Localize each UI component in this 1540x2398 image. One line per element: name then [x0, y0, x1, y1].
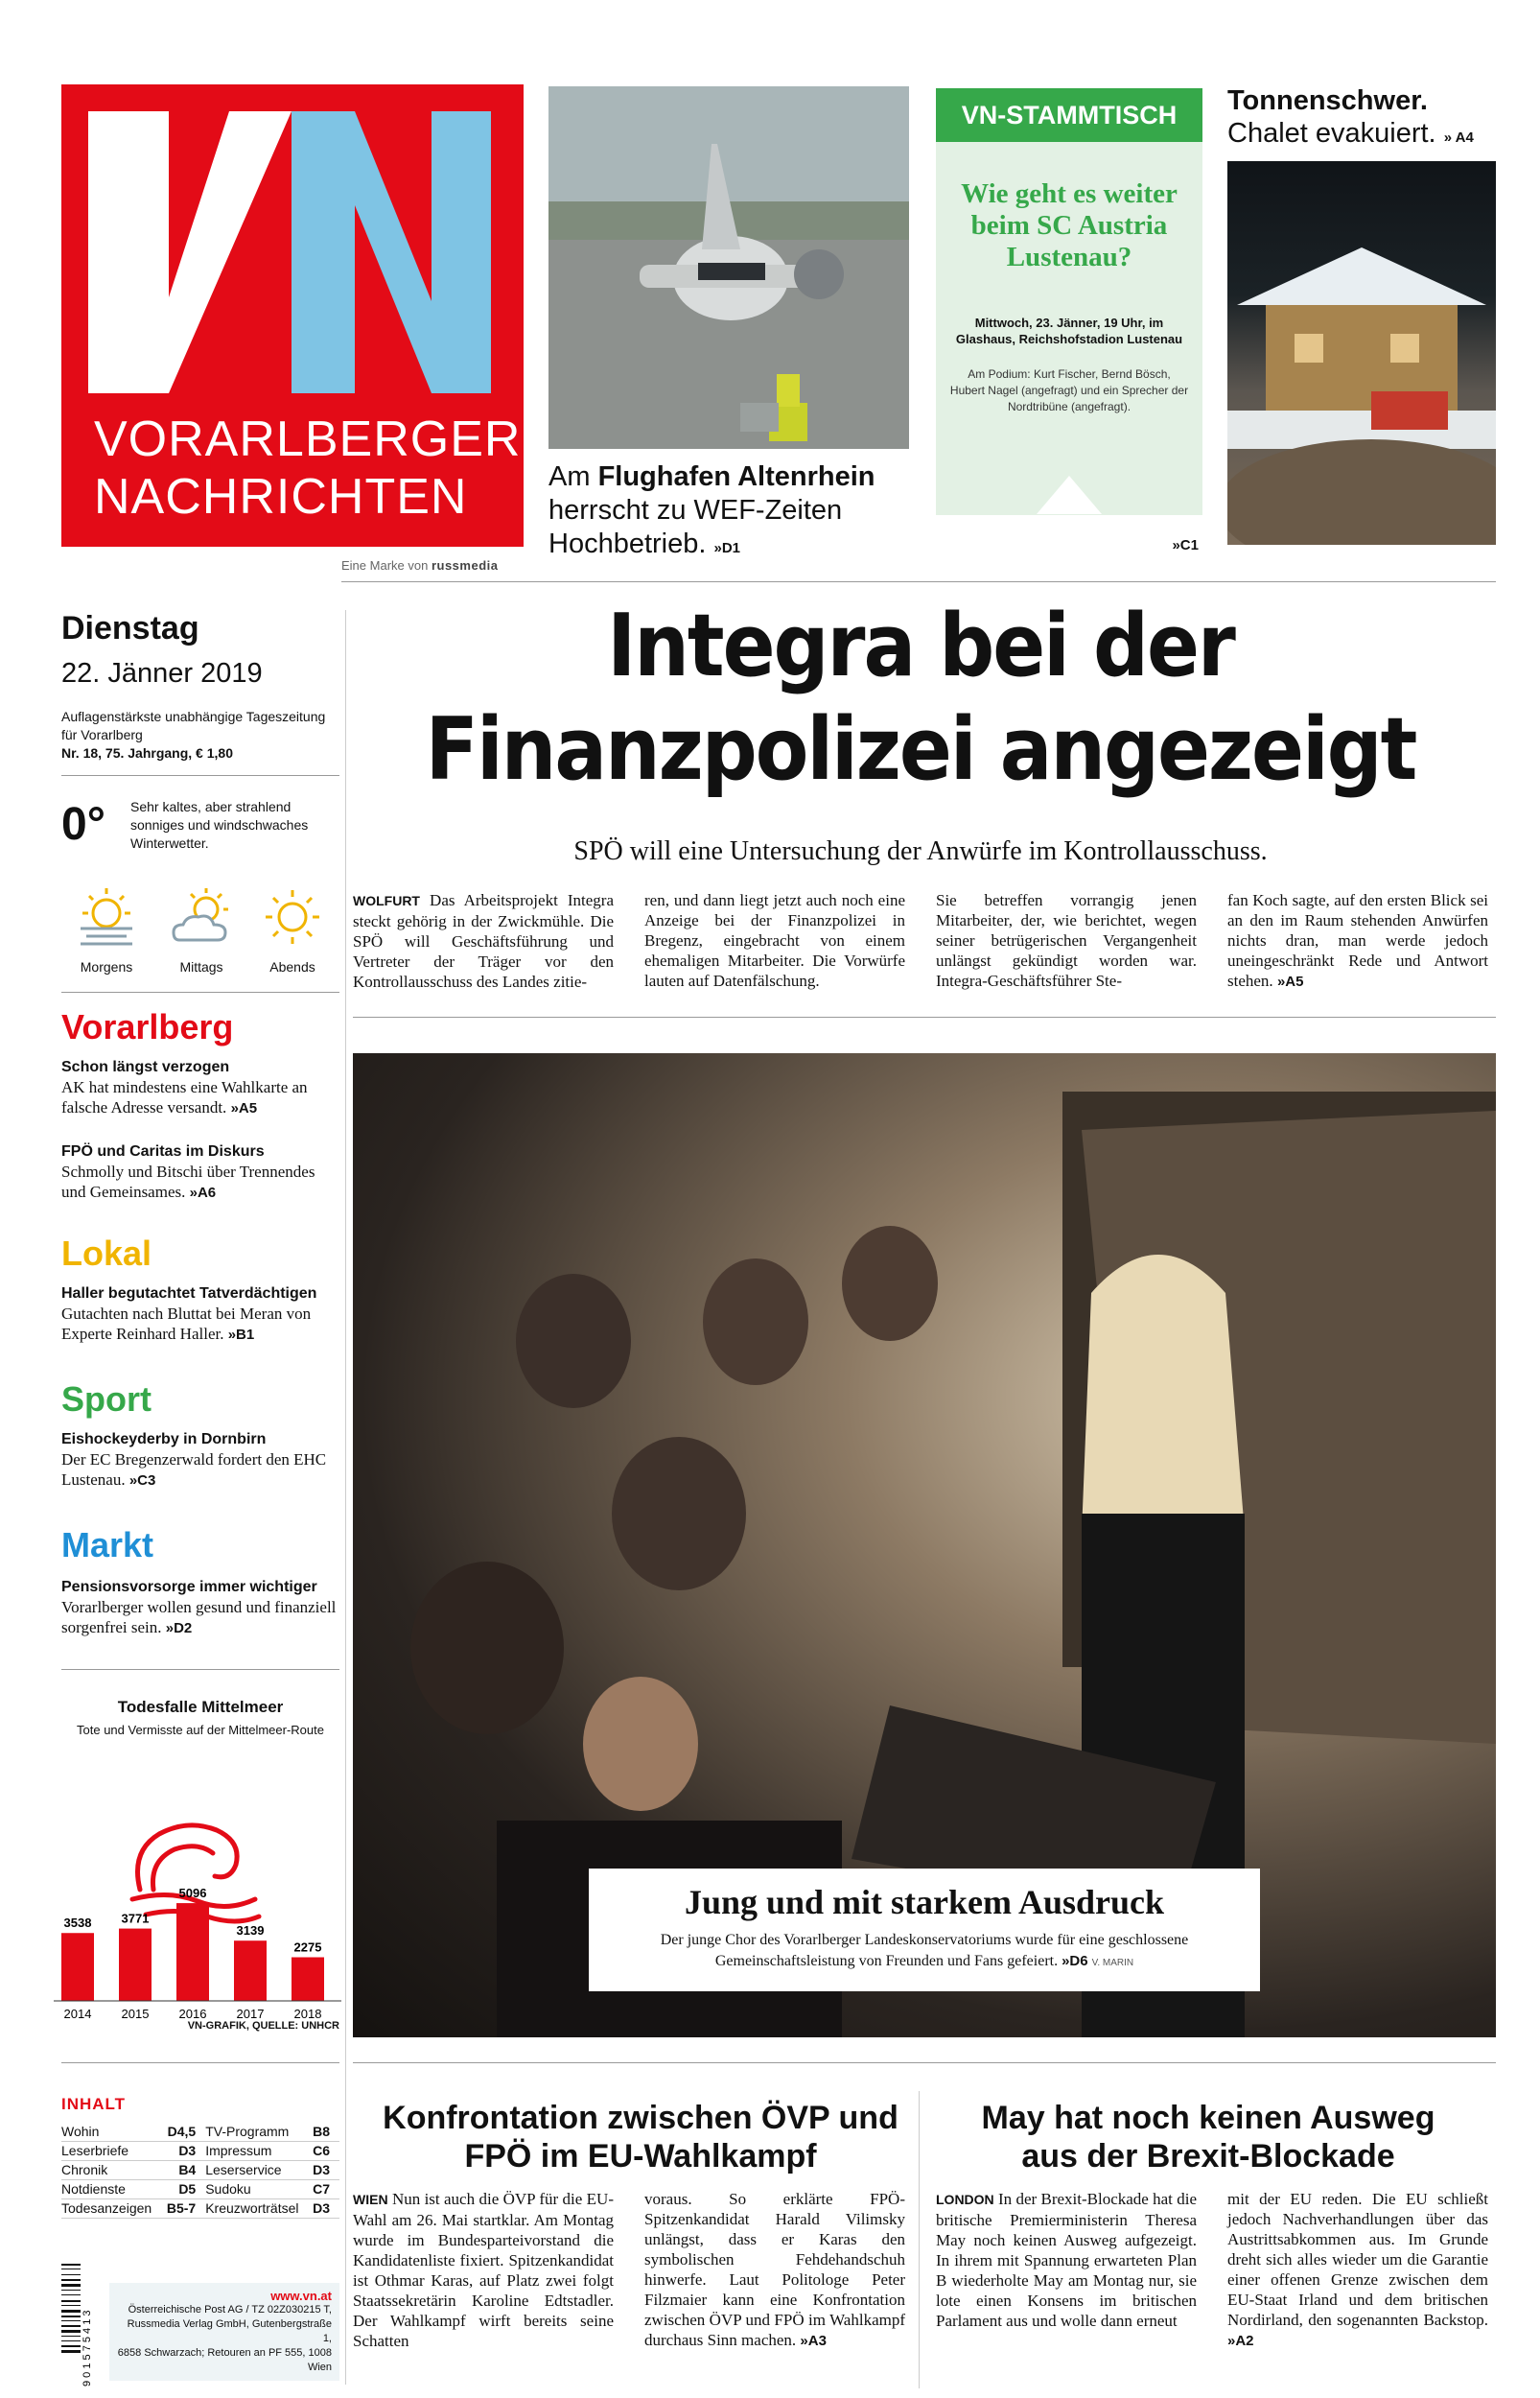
stammtisch-question: Wie geht es weiter beim SC Austria Lustenau?	[961, 178, 1178, 272]
contents-row	[61, 2179, 339, 2198]
choir-caption-ref[interactable]: »D6	[1062, 1953, 1088, 1969]
issue-date: 22. Jänner 2019	[61, 658, 263, 689]
section-sport-item-1[interactable]	[61, 1429, 339, 1491]
logo-line-2: NACHRICHTEN	[94, 469, 468, 525]
contents-page: B4	[162, 2160, 205, 2179]
barcode-stripe	[61, 2310, 81, 2313]
section-lokal-item-1[interactable]	[61, 1283, 339, 1345]
bar-value-label: 5096	[178, 1886, 207, 1901]
publisher-imprint	[109, 2283, 339, 2381]
barcode-stripe	[61, 2290, 81, 2291]
story-oevp-column-2	[644, 2189, 905, 2351]
photo-rule	[353, 2062, 1496, 2063]
item-head: Schon längst verzogen	[61, 1059, 230, 1075]
logo-wordmark	[94, 411, 521, 526]
story-brexit-headline-line-2: aus der Brexit-Blockade	[1021, 2138, 1395, 2175]
barcode-stripe	[61, 2320, 81, 2321]
item-ref[interactable]: »A6	[189, 1185, 217, 1201]
forecast-morning	[54, 884, 159, 975]
bar-value-label: 3538	[63, 1916, 92, 1931]
year-label: 2018	[293, 2007, 322, 2021]
barcode-stripe	[61, 2325, 81, 2327]
lead-column-text: Sie betreffen vorrangig jenen Mitarbeiter, der, wie berichtet, wegen seiner betrügerischen Vergangenheit unlängst gekündigt worden war. Integra-Geschäftsführer Ste-	[936, 891, 1197, 990]
item-ref[interactable]: »C3	[128, 1472, 156, 1489]
lead-column-text: Das Arbeitsprojekt Integra steckt gehörig in der Zwickmühle. Die SPÖ will Geschäftsführung und Vertreter der Träger vor den Kontrollausschuss des Landes zitie-	[353, 891, 614, 991]
lead-subhead: SPÖ will eine Untersuchung der Anwürfe im Kontrollausschuss.	[573, 836, 1268, 866]
sidebar-divider	[345, 610, 346, 2385]
barcode-stripe	[61, 2294, 81, 2295]
brand-prefix: Eine Marke von	[341, 558, 429, 573]
choir-caption	[589, 1869, 1260, 1991]
airport-teaser-pre: Am	[548, 461, 591, 492]
contents-page: B8	[310, 2122, 339, 2141]
contents-label[interactable]: Notdienste	[61, 2179, 162, 2198]
lead-headline[interactable]	[345, 595, 1496, 802]
issue-number: Nr. 18, 75. Jahrgang, € 1,80	[61, 745, 233, 761]
story-brexit-column-1	[936, 2189, 1197, 2331]
story-column-text: In der Brexit-Blockade hat die britische Premierministerin Theresa May noch keinen Ausweg aufgezeigt. In ihrem mit Spannung erwarteten Plan B wiederholte May am Montag nur, sie lote einen Konsens im britischen Parlament aus und wolle dann erneut	[936, 2190, 1197, 2330]
barcode-stripe	[61, 2279, 81, 2281]
barcode-stripe	[61, 2316, 81, 2317]
barcode-stripe	[61, 2284, 81, 2287]
item-head: Haller begutachtet Tatverdächtigen	[61, 1285, 317, 1302]
contents-table	[61, 2122, 339, 2219]
contents-label[interactable]: Todesanzeigen	[61, 2198, 162, 2218]
contents-label[interactable]: Kreuzworträtsel	[205, 2198, 310, 2218]
section-markt-item-1[interactable]	[61, 1577, 339, 1638]
imprint-text: Auflagenstärkste unabhängige Tageszeitung für Vorarlberg	[61, 709, 326, 742]
contents-page: C7	[310, 2179, 339, 2198]
story-brexit-headline[interactable]	[921, 2099, 1496, 2175]
story-oevp-dateline: WIEN	[353, 2192, 388, 2207]
mediterranean-deaths-chart	[54, 1746, 341, 2034]
story-brexit-ref[interactable]: »A2	[1227, 2333, 1254, 2349]
sidebar-rule-2	[61, 992, 339, 993]
barcode-icon	[61, 2262, 96, 2388]
forecast-evening	[240, 884, 345, 975]
lead-column-4	[1227, 890, 1488, 992]
stammtisch-label: VN-STAMMTISCH	[936, 88, 1202, 142]
sun-icon	[259, 884, 326, 952]
airport-photo[interactable]	[548, 86, 909, 449]
contents-row	[61, 2141, 339, 2160]
snow-chalet-image	[1227, 161, 1496, 545]
weather-text: Sehr kaltes, aber strahlend sonniges und windschwaches Winterwetter.	[130, 799, 309, 851]
year-label: 2014	[63, 2007, 92, 2021]
airport-teaser-bold: Flughafen Altenrhein	[597, 461, 875, 492]
contents-page: D4,5	[162, 2122, 205, 2141]
lead-headline-line-1: Integra bei der	[607, 596, 1234, 696]
contents-label[interactable]: Chronik	[61, 2160, 162, 2179]
header-rule	[341, 581, 1496, 582]
barcode-stripe	[61, 2350, 81, 2353]
barcode-stripe	[61, 2336, 81, 2337]
lead-rule	[353, 1017, 1496, 1018]
story-oevp-column-1	[353, 2189, 614, 2351]
brand-line	[341, 558, 499, 573]
story-column-text: mit der EU reden. Die EU schließt jedoch Nachverhandlungen über das Austrittsabkommen aus. Im Grunde dreht sich alles wieder um die Garantie einer offenen Grenze zwischen dem EU-Staat Irland und dem britischen Nordirland, den sogenannten Backstop.	[1227, 2190, 1488, 2329]
story-oevp-ref[interactable]: »A3	[800, 2333, 827, 2349]
item-head: Pensionsvorsorge immer wichtiger	[61, 1579, 317, 1595]
sidebar-rule-1	[61, 775, 339, 776]
section-lokal-title[interactable]: Lokal	[61, 1234, 152, 1273]
barcode-stripe	[61, 2345, 81, 2347]
barcode-stripe	[61, 2340, 81, 2341]
contents-page: C6	[310, 2141, 339, 2160]
barcode-number: 9 0 1 5 7 5 4 1 3	[82, 2310, 93, 2386]
item-text: Vorarlberger wollen gesund und finanziell sorgenfrei sein.	[61, 1598, 337, 1636]
item-text: AK hat mindestens eine Wahlkarte an falsche Adresse versandt.	[61, 1078, 308, 1117]
chart-title: Todesfalle Mittelmeer	[117, 1698, 284, 1716]
photo-credit: V. MARIN	[1091, 1958, 1134, 1968]
story-column-text: Nun ist auch die ÖVP für die EU-Wahl am 26. Mai startklar. Am Montag wurde im Bundesparteivorstand die Kandidatenliste fixiert. Spitzenkandidat ist Othmar Karas, auf Platz zwei folgt Staatssekretärin Karoline Edtstadler. Der Wahlkampf wirft bereits seine Schatten	[353, 2190, 614, 2350]
item-ref[interactable]: »B1	[227, 1327, 255, 1343]
contents-page: D3	[162, 2141, 205, 2160]
forecast-label-morning: Morgens	[80, 959, 133, 975]
contents-page: D3	[310, 2160, 339, 2179]
sidebar-rule-3	[61, 1669, 339, 1670]
bar-2018	[292, 1958, 324, 2002]
website-link[interactable]: www.vn.at	[270, 2289, 332, 2303]
section-vorarlberg-title[interactable]: Vorarlberg	[61, 1007, 234, 1046]
imprint-line: Russmedia Verlag GmbH, Gutenbergstraße 1,	[127, 2318, 332, 2344]
chalet-photo[interactable]	[1227, 161, 1496, 545]
lead-column-text: ren, und dann liegt jetzt auch noch eine Anzeige bei der Finanzpolizei in Bregenz, eingebracht von einem ehemaligen Mitarbeiter. Die Vorwürfe lauten auf Datenfälschung.	[644, 891, 905, 990]
jet-plane-image	[548, 86, 909, 449]
story-oevp-headline-line-1: Konfrontation zwischen ÖVP und	[383, 2100, 898, 2136]
section-vorarlberg-item-1[interactable]	[61, 1057, 339, 1118]
airport-teaser-ref[interactable]: »D1	[713, 540, 741, 556]
lead-headline-line-2: Finanzpolizei angezeigt	[425, 699, 1416, 800]
airport-teaser-rest: herrscht zu WEF-Zeiten Hochbetrieb.	[548, 495, 843, 559]
contents-row	[61, 2122, 339, 2141]
bar-value-label: 3771	[121, 1911, 150, 1926]
item-text: Der EC Bregenzerwald fordert den EHC Lustenau.	[61, 1450, 327, 1489]
section-sport-title[interactable]: Sport	[61, 1379, 152, 1419]
chalet-teaser[interactable]	[1227, 84, 1515, 154]
story-brexit-dateline: LONDON	[936, 2192, 994, 2207]
contents-label[interactable]: Wohin	[61, 2122, 162, 2141]
stammtisch-panel: Am Podium: Kurt Fischer, Bernd Bösch, Hubert Nagel (angefragt) und ein Sprecher der Nordtribüne (angefragt).	[949, 367, 1189, 413]
chalet-teaser-bold: Tonnenschwer.	[1227, 85, 1428, 116]
story-divider	[919, 2091, 920, 2388]
airport-teaser-text[interactable]	[548, 460, 913, 565]
item-text: Schmolly und Bitschi über Trennendes und Gemeinsames.	[61, 1163, 315, 1201]
choir-caption-text	[589, 1930, 1260, 1974]
imprint-line: 6858 Schwarzach; Retouren an PF 555, 1008 Wien	[117, 2347, 332, 2373]
bar-value-label: 3139	[236, 1923, 265, 1939]
temperature: 0°	[61, 799, 105, 850]
brand-name: russmedia	[431, 558, 499, 573]
forecast-label-evening: Abends	[269, 959, 315, 975]
contents-label[interactable]: TV-Programm	[205, 2122, 310, 2141]
bar-2016	[176, 1903, 209, 2001]
barcode-stripe	[61, 2300, 81, 2302]
contents-label[interactable]: Impressum	[205, 2141, 310, 2160]
item-ref[interactable]: »A5	[230, 1100, 258, 1117]
logo-line-1: VORARLBERGER	[94, 411, 522, 467]
lead-column-2	[644, 890, 905, 991]
story-oevp-headline-line-2: FPÖ im EU-Wahlkampf	[464, 2138, 817, 2175]
contents-page: B5-7	[162, 2198, 205, 2218]
paper-imprint	[61, 708, 339, 763]
sun-fog-icon	[73, 884, 140, 952]
weekday: Dienstag	[61, 610, 199, 647]
year-label: 2017	[236, 2007, 265, 2021]
section-vorarlberg-item-2[interactable]	[61, 1141, 339, 1203]
contents-label[interactable]: Leserservice	[205, 2160, 310, 2179]
lead-column-1	[353, 890, 614, 992]
item-text: Gutachten nach Bluttat bei Meran von Experte Reinhard Haller.	[61, 1305, 312, 1343]
barcode-stripe	[61, 2264, 81, 2266]
stammtisch-ref[interactable]: »C1	[1172, 537, 1199, 553]
contents-label[interactable]: Leserbriefe	[61, 2141, 162, 2160]
item-head: FPÖ und Caritas im Diskurs	[61, 1143, 265, 1160]
section-markt-title[interactable]: Markt	[61, 1525, 154, 1564]
lead-column-text: fan Koch sagte, auf den ersten Blick sei an den im Raum stehenden Anwürfen nichts dran, man werde jedoch uneingeschränkt Rede und Antwort stehen.	[1227, 891, 1488, 990]
choir-caption-title: Jung und mit starkem Ausdruck	[684, 1883, 1165, 1921]
bar-value-label: 2275	[293, 1940, 322, 1955]
contents-page: D3	[310, 2198, 339, 2218]
bar-2017	[234, 1940, 267, 2001]
story-oevp-headline[interactable]	[353, 2099, 928, 2175]
sidebar-rule-4	[61, 2062, 339, 2063]
contents-row	[61, 2160, 339, 2179]
lead-ref[interactable]: »A5	[1276, 974, 1304, 990]
barcode-stripe	[61, 2305, 81, 2306]
story-column-text: voraus. So erklärte FPÖ-Spitzenkandidat Harald Vilimsky unlängst, dass er Karas den symbolischen Fehdehandschuh hinwerfe. Laut Politologe Peter Filzmaier kann eine Konfrontation zwischen ÖVP und FPÖ im Wahlkampf durchaus Sinn machen.	[644, 2190, 905, 2349]
sun-cloud-icon	[168, 884, 235, 952]
vn-logo[interactable]	[61, 84, 524, 547]
barcode-stripe	[61, 2274, 81, 2275]
stammtisch-box[interactable]	[936, 88, 1202, 558]
story-brexit-column-2	[1227, 2189, 1488, 2351]
item-ref[interactable]: »D2	[165, 1620, 193, 1636]
bar-2015	[119, 1929, 152, 2001]
chalet-teaser-ref[interactable]: » A4	[1443, 129, 1474, 146]
lead-dateline: WOLFURT	[353, 893, 420, 908]
stammtisch-when: Mittwoch, 23. Jänner, 19 Uhr, im Glashaus, Reichshofstadion Lustenau	[955, 316, 1183, 346]
forecast-noon	[149, 884, 254, 975]
choir-caption-body: Der junge Chor des Vorarlberger Landeskonservatoriums wurde für eine geschlossene Gemeinschaftsleistung von Freunden und Fans gefeiert.	[660, 1932, 1189, 1969]
contents-label[interactable]: Sudoku	[205, 2179, 310, 2198]
contents-row	[61, 2198, 339, 2218]
year-label: 2016	[178, 2007, 207, 2021]
chart-source: VN-GRAFIK, QUELLE: UNHCR	[187, 2020, 339, 2032]
forecast-label-noon: Mittags	[179, 959, 223, 975]
chart-subtitle: Tote und Vermisste auf der Mittelmeer-Route	[77, 1723, 324, 1737]
lead-column-3	[936, 890, 1197, 991]
contents-page: D5	[162, 2179, 205, 2198]
imprint-line: Österreichische Post AG / TZ 02Z030215 T,	[128, 2304, 332, 2316]
barcode-stripe	[61, 2330, 81, 2333]
chalet-teaser-rest: Chalet evakuiert.	[1227, 118, 1436, 149]
year-label: 2015	[121, 2007, 150, 2021]
story-brexit-headline-line-1: May hat noch keinen Ausweg	[981, 2100, 1435, 2136]
contents-title: INHALT	[61, 2095, 127, 2113]
bar-2014	[61, 1933, 94, 2001]
item-head: Eishockeyderby in Dornbirn	[61, 1431, 267, 1447]
